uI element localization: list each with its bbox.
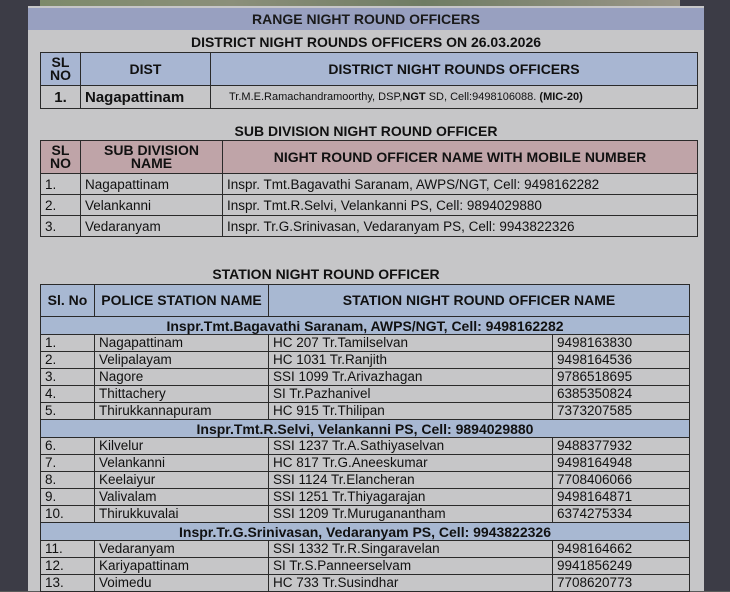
station-row	[41, 472, 690, 489]
subdivision-sl: 1.	[41, 174, 81, 195]
station-heading: STATION NIGHT ROUND OFFICER	[212, 266, 440, 282]
district-officer-mic: (MIC-20)	[539, 91, 583, 103]
station-officer: HC 1031 Tr.Ranjith	[269, 352, 553, 369]
district-row	[41, 86, 698, 109]
station-phone: 9488377932	[553, 438, 690, 455]
station-row	[41, 438, 690, 455]
station-table	[40, 284, 690, 592]
station-officer: SSI 1251 Tr.Thiyagarajan	[269, 489, 553, 506]
station-sl: 10.	[41, 506, 95, 523]
station-ps-name: Voimedu	[95, 575, 269, 592]
range-banner: RANGE NIGHT ROUND OFFICERS	[28, 8, 704, 30]
subdivision-sl-header: SL NO	[41, 141, 81, 174]
subdivision-row	[41, 216, 698, 237]
station-phone: 7708620773	[553, 575, 690, 592]
station-row	[41, 541, 690, 558]
station-phone: 9498164948	[553, 455, 690, 472]
station-officer: SI Tr.Pazhanivel	[269, 386, 553, 403]
station-ps-name: Keelaiyur	[95, 472, 269, 489]
subdivision-officer-header: NIGHT ROUND OFFICER NAME WITH MOBILE NUMBER	[223, 141, 698, 174]
station-ps-name: Thirukkannapuram	[95, 403, 269, 420]
station-ps-name: Valivalam	[95, 489, 269, 506]
station-officer: SSI 1237 Tr.A.Sathiyaselvan	[269, 438, 553, 455]
station-sl: 6.	[41, 438, 95, 455]
station-row	[41, 403, 690, 420]
district-sl-header: SL NO	[41, 53, 81, 86]
district-header-row	[41, 53, 698, 86]
subdivision-sl: 2.	[41, 195, 81, 216]
station-sl-header: Sl. No	[41, 285, 95, 317]
station-ps-name: Velankanni	[95, 455, 269, 472]
station-phone: 9941856249	[553, 558, 690, 575]
station-row	[41, 386, 690, 403]
subdivision-name: Vedaranyam	[81, 216, 223, 237]
district-sl: 1.	[41, 86, 81, 109]
station-officer: SSI 1332 Tr.R.Singaravelan	[269, 541, 553, 558]
station-sl: 3.	[41, 369, 95, 386]
station-sl: 11.	[41, 541, 95, 558]
station-officer: HC 817 Tr.G.Aneeskumar	[269, 455, 553, 472]
station-row	[41, 335, 690, 352]
station-officer: HC 207 Tr.Tamilselvan	[269, 335, 553, 352]
station-phone: 9498164662	[553, 541, 690, 558]
district-dist-header: DIST	[81, 53, 211, 86]
station-sl: 1.	[41, 335, 95, 352]
station-ps-name: Velipalayam	[95, 352, 269, 369]
station-phone: 6374275334	[553, 506, 690, 523]
subdivision-name: Nagapattinam	[81, 174, 223, 195]
subdivision-sl: 3.	[41, 216, 81, 237]
station-officer: SSI 1099 Tr.Arivazhagan	[269, 369, 553, 386]
subdivision-name-header: SUB DIVISION NAME	[81, 141, 223, 174]
subdivision-name: Velankanni	[81, 195, 223, 216]
subdivision-heading: SUB DIVISION NIGHT ROUND OFFICER	[234, 123, 498, 139]
station-ps-header: POLICE STATION NAME	[95, 285, 269, 317]
district-officer-prefix: Tr.M.E.Ramachandramoorthy, DSP,	[229, 91, 403, 103]
station-phone: 9498164536	[553, 352, 690, 369]
subdivision-officer: Inspr. Tmt.R.Selvi, Velankanni PS, Cell: 9894029880	[223, 195, 698, 216]
station-phone: 6385350824	[553, 386, 690, 403]
station-body	[41, 317, 690, 592]
station-ps-name: Nagapattinam	[95, 335, 269, 352]
district-officer-rest: SD, Cell:9498106088.	[425, 91, 537, 103]
subdivision-row	[41, 174, 698, 195]
station-row	[41, 369, 690, 386]
station-group-title: Inspr.Tmt.Bagavathi Saranam, AWPS/NGT, Cell: 9498162282	[41, 317, 690, 335]
district-heading: DISTRICT NIGHT ROUNDS OFFICERS ON 26.03.2026	[190, 34, 542, 50]
station-group-title: Inspr.Tmt.R.Selvi, Velankanni PS, Cell: 9894029880	[41, 420, 690, 438]
station-header-row	[41, 285, 690, 317]
station-sl: 8.	[41, 472, 95, 489]
station-ps-name: Nagore	[95, 369, 269, 386]
document-page	[28, 6, 704, 591]
station-officer-header: STATION NIGHT ROUND OFFICER NAME	[269, 285, 690, 317]
station-row	[41, 575, 690, 592]
station-phone: 7373207585	[553, 403, 690, 420]
district-officers-header: DISTRICT NIGHT ROUNDS OFFICERS	[211, 53, 698, 86]
station-row	[41, 352, 690, 369]
station-sl: 7.	[41, 455, 95, 472]
station-ps-name: Thittachery	[95, 386, 269, 403]
station-phone: 9498164871	[553, 489, 690, 506]
station-sl: 9.	[41, 489, 95, 506]
station-phone: 9786518695	[553, 369, 690, 386]
station-officer: HC 915 Tr.Thilipan	[269, 403, 553, 420]
district-name: Nagapattinam	[81, 86, 211, 109]
station-group-title: Inspr.Tr.G.Srinivasan, Vedaranyam PS, Cell: 9943822326	[41, 523, 690, 541]
subdivision-row	[41, 195, 698, 216]
station-officer: SI Tr.S.Panneerselvam	[269, 558, 553, 575]
station-row	[41, 489, 690, 506]
station-officer: SSI 1209 Tr.Muruganantham	[269, 506, 553, 523]
station-phone: 7708406066	[553, 472, 690, 489]
subdivision-table	[40, 140, 698, 237]
station-ps-name: Thirukkuvalai	[95, 506, 269, 523]
station-ps-name: Vedaranyam	[95, 541, 269, 558]
station-officer: SSI 1124 Tr.Elancheran	[269, 472, 553, 489]
station-group-row	[41, 523, 690, 541]
station-phone: 9498163830	[553, 335, 690, 352]
district-officer	[211, 86, 698, 109]
station-group-row	[41, 420, 690, 438]
station-sl: 4.	[41, 386, 95, 403]
station-officer: HC 733 Tr.Susindhar	[269, 575, 553, 592]
station-sl: 12.	[41, 558, 95, 575]
district-officer-ngt: NGT	[402, 91, 426, 103]
station-sl: 13.	[41, 575, 95, 592]
subdivision-officer: Inspr. Tmt.Bagavathi Saranam, AWPS/NGT, Cell: 9498162282	[223, 174, 698, 195]
station-ps-name: Kilvelur	[95, 438, 269, 455]
subdivision-officer: Inspr. Tr.G.Srinivasan, Vedaranyam PS, Cell: 9943822326	[223, 216, 698, 237]
station-group-row	[41, 317, 690, 335]
station-row	[41, 455, 690, 472]
district-table	[40, 52, 698, 109]
station-ps-name: Kariyapattinam	[95, 558, 269, 575]
station-sl: 5.	[41, 403, 95, 420]
station-sl: 2.	[41, 352, 95, 369]
station-row	[41, 558, 690, 575]
subdivision-header-row	[41, 141, 698, 174]
station-row	[41, 506, 690, 523]
